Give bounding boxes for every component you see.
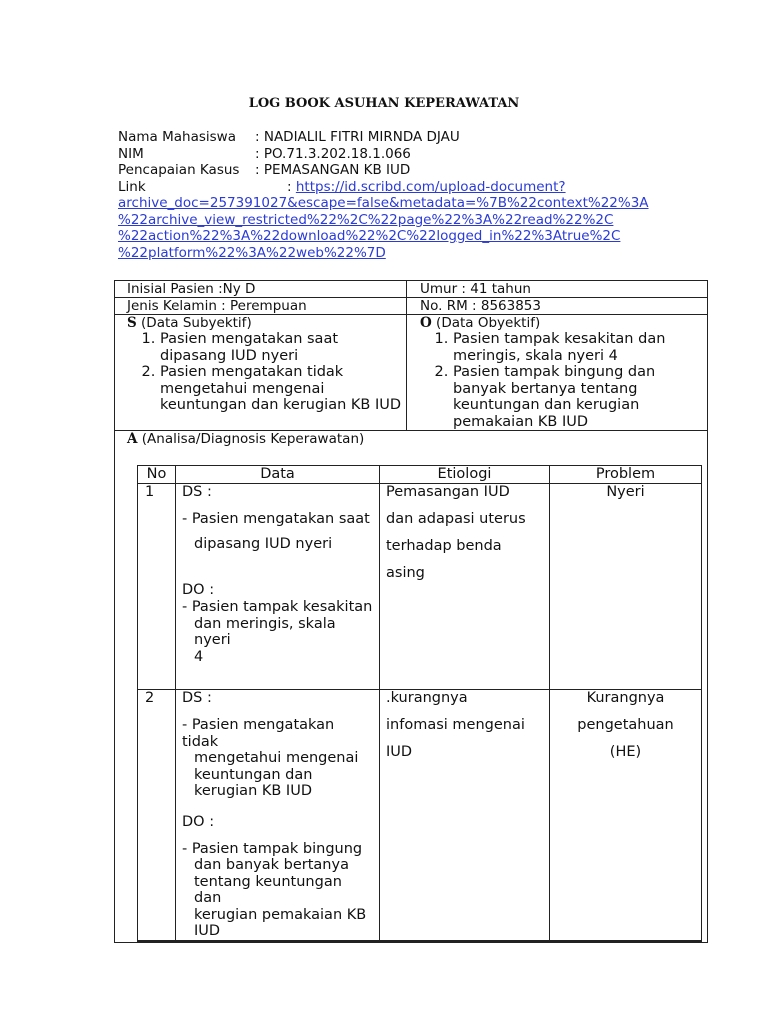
row-problem	[550, 690, 702, 941]
assessment-table	[114, 280, 708, 943]
analysis-row	[115, 431, 708, 943]
ds-item-cont: dipasang IUD nyeri	[194, 536, 333, 552]
ds-item: - Pasien mengatakan tidak	[182, 717, 335, 750]
document-link-line-5[interactable]: %22platform%22%3A%22web%22%7D	[118, 244, 386, 261]
link-label: Link	[118, 178, 146, 195]
objective-letter: O	[420, 315, 432, 331]
analysis-letter: A	[127, 431, 138, 447]
subjective-item: 2. Pasien mengatakan tidak mengetahui mengenai keuntungan dan kerugian KB IUD	[160, 364, 406, 414]
row-etiologi	[380, 690, 550, 941]
analysis-label: (Analisa/Diagnosis Keperawatan)	[137, 431, 365, 447]
patient-rm: No. RM : 8563853	[407, 298, 708, 315]
do-item: - Pasien tampak bingung	[182, 840, 363, 857]
do-item-cont: dan banyak bertanya	[194, 857, 349, 873]
analysis-cell	[115, 431, 708, 943]
problem-line: Nyeri	[606, 484, 645, 500]
link-row	[118, 179, 649, 196]
subjective-label: (Data Subyektif)	[136, 315, 252, 331]
row-number: 2	[138, 690, 176, 941]
kasus-label: Pencapaian Kasus	[118, 162, 240, 178]
patient-gender: Jenis Kelamin : Perempuan	[115, 298, 407, 315]
link-colon: :	[287, 178, 292, 195]
subjective-heading	[127, 315, 406, 331]
subjective-cell	[115, 315, 407, 431]
objective-label: (Data Obyektif)	[431, 315, 541, 331]
kasus-value: : PEMASANGAN KB IUD	[255, 162, 411, 178]
kasus-row	[118, 162, 649, 179]
ds-label: DS :	[182, 690, 212, 706]
document-link-line-2[interactable]: archive_doc=257391027&escape=false&metadata=%7B%22context%22%3A	[118, 195, 649, 211]
name-row	[118, 129, 649, 146]
do-label: DO :	[182, 813, 215, 830]
link-value	[287, 179, 566, 196]
document-title: LOG BOOK ASUHAN KEPERAWATAN	[248, 96, 520, 111]
nim-row	[118, 146, 649, 163]
objective-heading	[420, 315, 707, 331]
row-etiologi	[380, 484, 550, 690]
ds-item: - Pasien mengatakan saat	[182, 511, 370, 527]
analysis-heading	[127, 431, 707, 447]
row-data-cell	[176, 690, 380, 941]
ds-label: DS :	[182, 484, 212, 500]
document-link-line-3[interactable]: %22archive_view_restricted%22%2C%22page%22%3A%22read%22%2C	[118, 211, 614, 228]
ds-item-cont: mengetahui mengenai	[194, 750, 359, 766]
row-data-cell	[176, 484, 380, 690]
student-info	[118, 129, 649, 261]
ds-item-cont: kerugian KB IUD	[194, 783, 312, 799]
name-value: : NADIALIL FITRI MIRNDA DJAU	[255, 129, 460, 145]
objective-list	[420, 331, 707, 430]
ds-item-cont: keuntungan dan	[194, 766, 313, 783]
row-number: 1	[138, 484, 176, 690]
do-item-cont: IUD	[194, 923, 221, 939]
subjective-letter: S	[127, 315, 137, 331]
column-header-problem: Problem	[550, 466, 702, 484]
document-link[interactable]: https://id.scribd.com/upload-document?	[295, 178, 566, 195]
etiologi-line: asing	[386, 565, 425, 581]
patient-row-1	[115, 281, 708, 298]
etiologi-line: .kurangnya	[386, 690, 468, 706]
nim-value: : PO.71.3.202.18.1.066	[255, 145, 411, 162]
do-label: DO :	[182, 582, 215, 598]
row-problem	[550, 484, 702, 690]
do-item: - Pasien tampak kesakitan	[182, 599, 373, 615]
diagnosis-table	[137, 465, 702, 942]
objective-cell	[407, 315, 708, 431]
do-item-cont: tentang keuntungan dan	[194, 873, 342, 906]
etiologi-line: dan adapasi uterus	[386, 511, 526, 527]
so-row	[115, 315, 708, 431]
objective-item: 1. Pasien tampak kesakitan dan meringis, skala nyeri 4	[453, 331, 707, 364]
document-link-line-4[interactable]: %22action%22%3A%22download%22%2C%22logged_in%22%3Atrue%2C	[118, 228, 621, 244]
name-label: Nama Mahasiswa	[118, 129, 236, 145]
column-header-data: Data	[176, 466, 380, 484]
patient-row-2	[115, 298, 708, 315]
objective-item: 2. Pasien tampak bingung dan banyak bertanya tentang keuntungan dan kerugian pemakaian KB IUD	[453, 364, 707, 430]
etiologi-line: Pemasangan IUD	[386, 484, 510, 500]
problem-line: pengetahuan	[577, 717, 674, 733]
do-item-cont: kerugian pemakaian KB	[194, 906, 367, 923]
subjective-list	[127, 331, 406, 414]
subjective-item: 1. Pasien mengatakan saat dipasang IUD nyeri	[160, 331, 406, 364]
do-item-cont: 4	[194, 648, 204, 665]
column-header-etiologi: Etiologi	[380, 466, 550, 484]
table-row	[138, 690, 702, 941]
nim-label: NIM	[118, 145, 144, 162]
etiologi-line: infomasi mengenai	[386, 717, 525, 733]
problem-line: (HE)	[609, 744, 642, 760]
patient-initial: Inisial Pasien :Ny D	[115, 281, 407, 298]
column-header-no: No	[138, 466, 176, 484]
etiologi-line: IUD	[386, 744, 413, 760]
diagnosis-header-row	[138, 466, 702, 484]
etiologi-line: terhadap benda	[386, 538, 502, 554]
patient-age: Umur : 41 tahun	[407, 281, 708, 298]
do-item-cont: dan meringis, skala nyeri	[194, 615, 336, 648]
table-row	[138, 484, 702, 690]
problem-line: Kurangnya	[586, 690, 665, 706]
